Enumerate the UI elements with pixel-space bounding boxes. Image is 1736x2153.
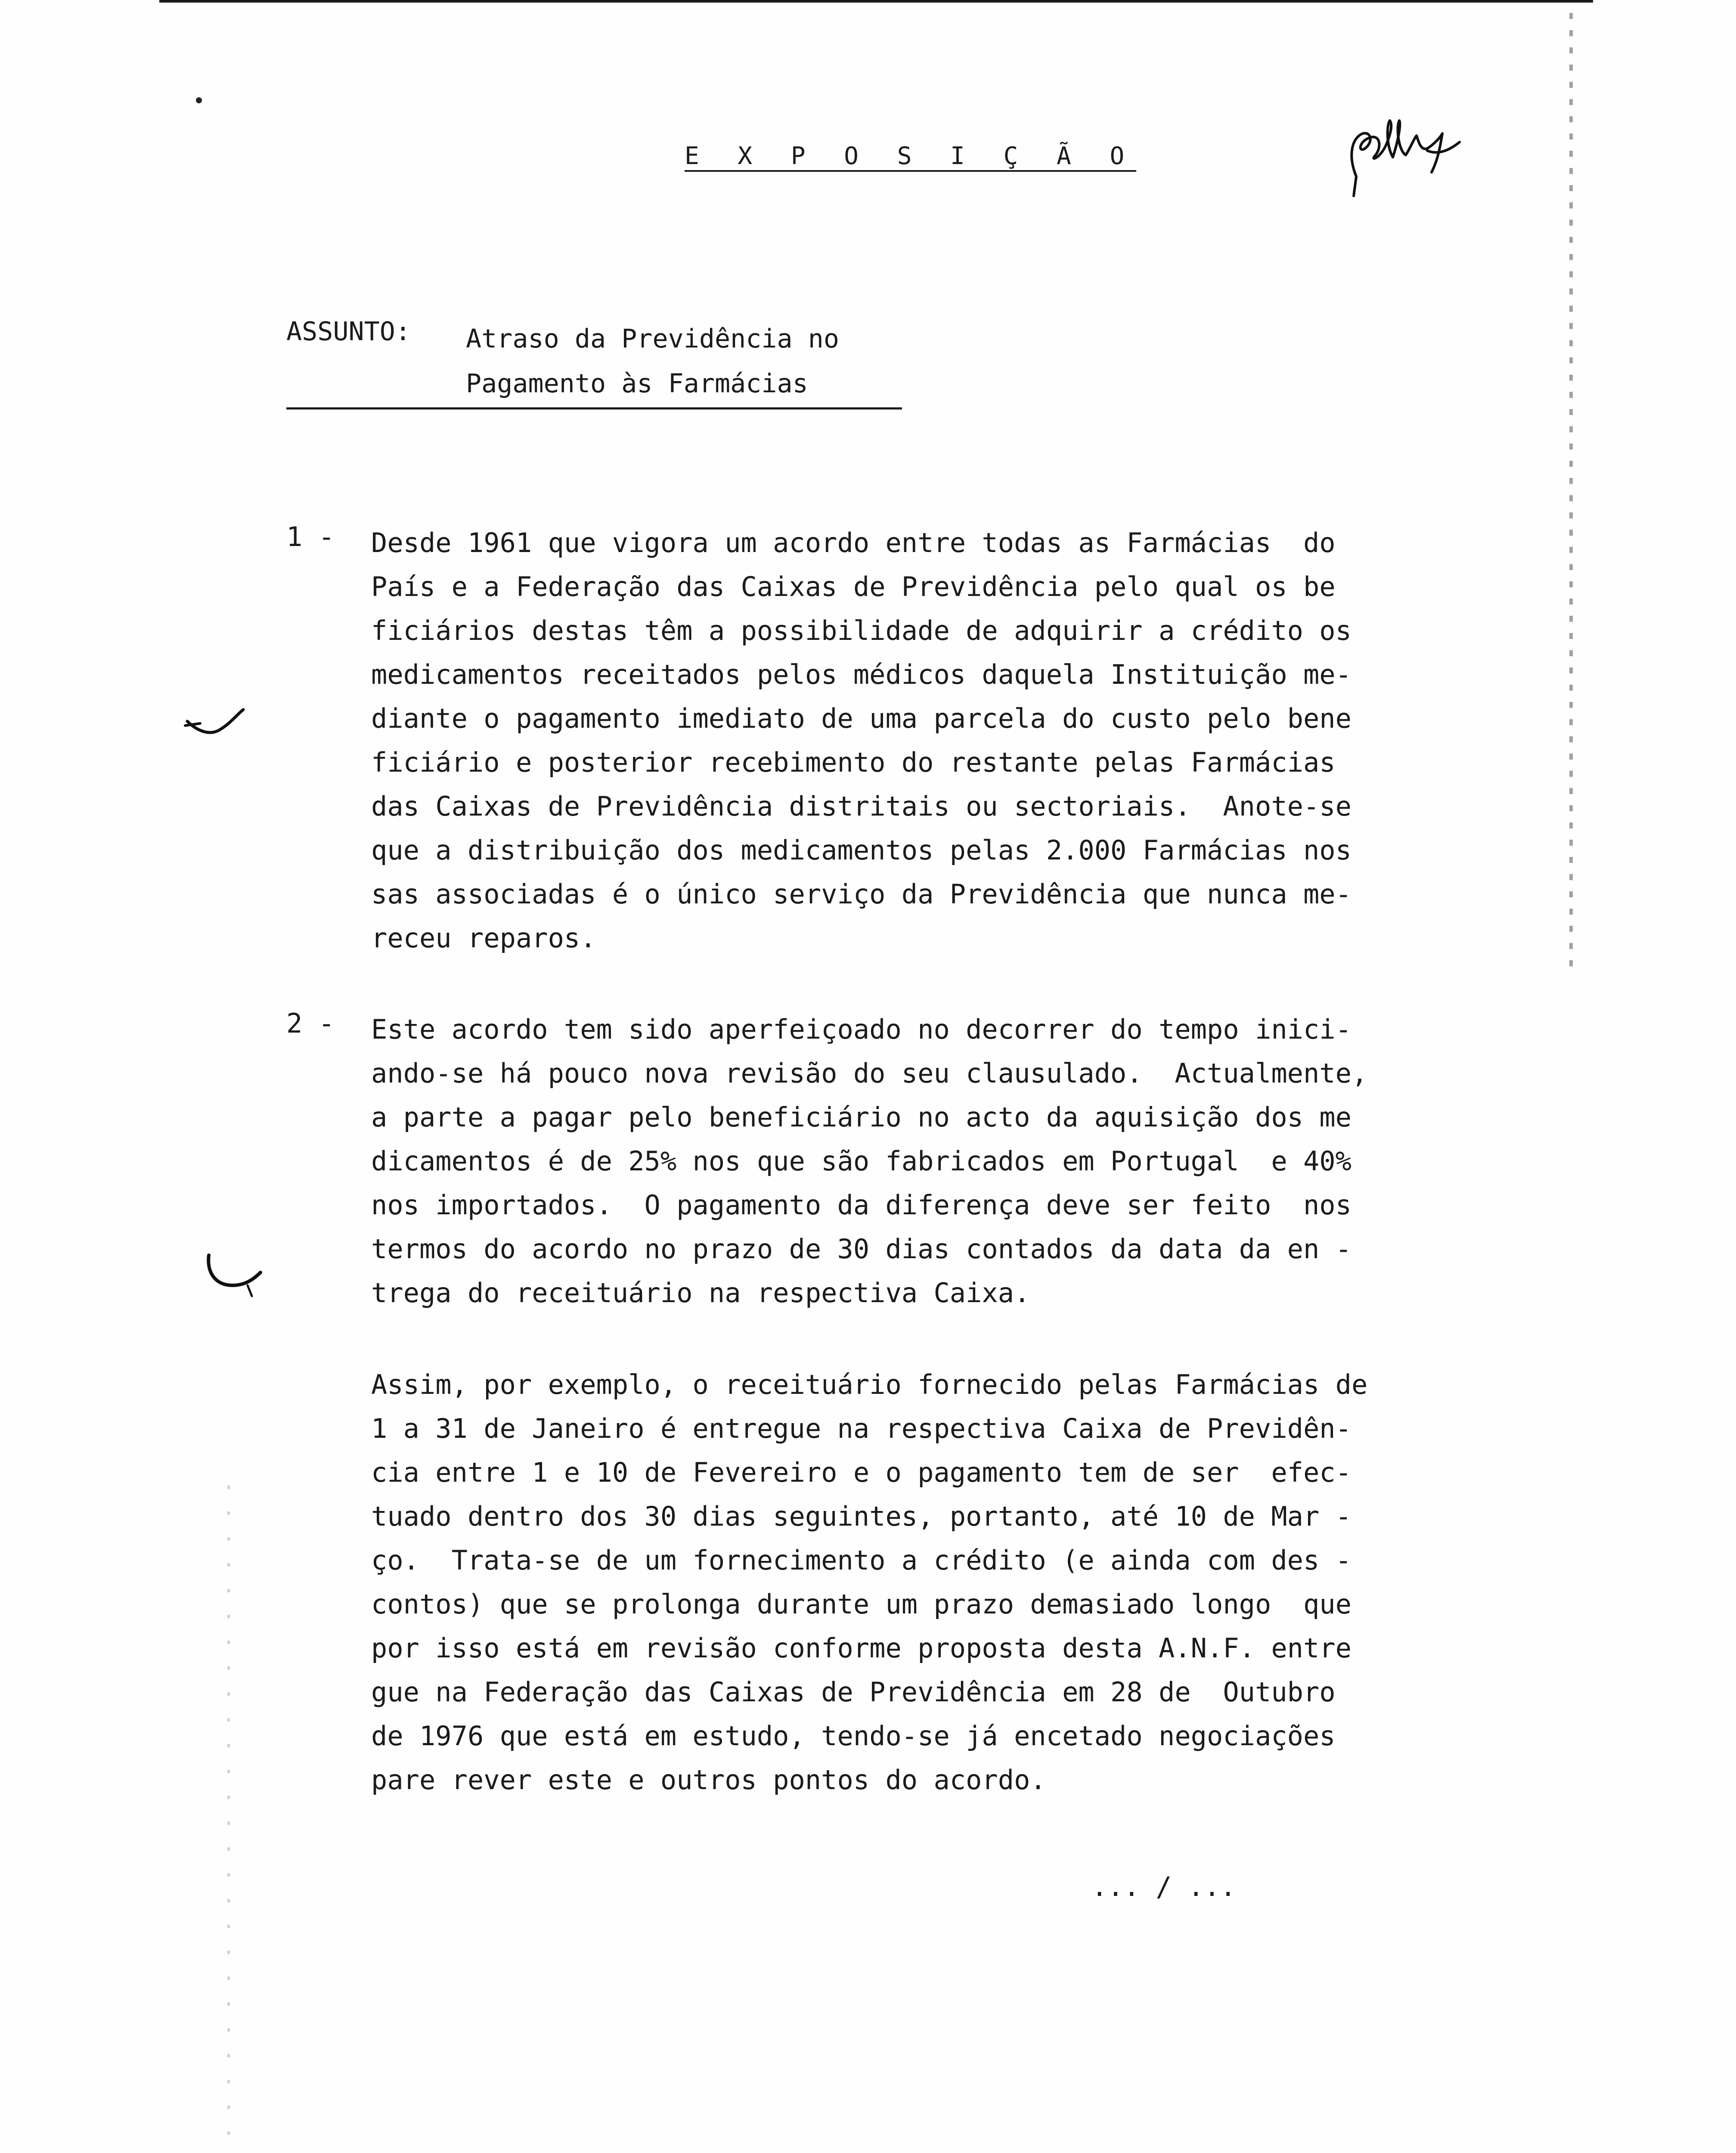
scan-speck	[196, 97, 202, 103]
subject-text	[466, 316, 839, 406]
paragraph-1	[371, 521, 1499, 960]
paragraph-line: Desde 1961 que vigora um acordo entre todas as Farmácias do	[371, 527, 1336, 558]
paragraph-line: ficiário e posterior recebimento do restante pelas Farmácias	[371, 747, 1336, 778]
paragraph-line: nos importados. O pagamento da diferença deve ser feito nos	[371, 1189, 1352, 1221]
margin-check-mark	[183, 706, 248, 749]
paragraph-line: de 1976 que está em estudo, tendo-se já encetado negociações	[371, 1720, 1336, 1752]
paragraph-line: a parte a pagar pelo beneficiário no acto da aquisição dos me	[371, 1101, 1352, 1133]
paragraph-2	[371, 1008, 1499, 1315]
handwritten-initials	[1339, 108, 1468, 202]
paragraph-number: 2 -	[286, 1008, 335, 1039]
paragraph-line: ço. Trata-se de um fornecimento a crédito (e ainda com des -	[371, 1545, 1352, 1576]
paragraph-line: que a distribuição dos medicamentos pelas 2.000 Farmácias nos	[371, 835, 1352, 866]
paragraph-line: medicamentos receitados pelos médicos daquela Instituição me-	[371, 659, 1352, 690]
scan-edge-artifact	[227, 1486, 230, 2153]
subject-underline	[286, 407, 902, 410]
paragraph-line: sas associadas é o único serviço da Previdência que nunca me-	[371, 878, 1352, 910]
paragraph-number: 1 -	[286, 521, 335, 552]
paragraph-line: tuado dentro dos 30 dias seguintes, portanto, até 10 de Mar -	[371, 1501, 1352, 1532]
paragraph-line: gue na Federação das Caixas de Previdência em 28 de Outubro	[371, 1676, 1336, 1708]
paragraph-line: ando-se há pouco nova revisão do seu clausulado. Actualmente,	[371, 1058, 1368, 1089]
subject-line: Atraso da Previdência no	[466, 324, 839, 354]
paragraph-line: termos do acordo no prazo de 30 dias contados da data da en -	[371, 1233, 1352, 1265]
paragraph-line: pare rever este e outros pontos do acordo.	[371, 1764, 1046, 1796]
subject-line: Pagamento às Farmácias	[466, 369, 808, 399]
paragraph-line: 1 a 31 de Janeiro é entregue na respectiva Caixa de Previdên-	[371, 1413, 1352, 1444]
paragraph-line: por isso está em revisão conforme proposta desta A.N.F. entre	[371, 1632, 1352, 1664]
document-title: E X P O S I Ç Ã O	[685, 142, 1137, 170]
paragraph-line: diante o pagamento imediato de uma parcela do custo pelo bene	[371, 703, 1352, 734]
top-edge-rule	[159, 0, 1593, 3]
paragraph-line: ficiários destas têm a possibilidade de adquirir a crédito os	[371, 615, 1352, 646]
paragraph-line: receu reparos.	[371, 922, 596, 954]
paragraph-3	[371, 1363, 1499, 1802]
margin-check-mark	[202, 1249, 267, 1305]
paragraph-line: cia entre 1 e 10 de Fevereiro e o pagamento tem de ser efec-	[371, 1457, 1352, 1488]
paragraph-line: trega do receituário na respectiva Caixa.	[371, 1277, 1030, 1309]
scan-edge-artifact	[1569, 13, 1573, 973]
paragraph-line: contos) que se prolonga durante um prazo demasiado longo que	[371, 1588, 1352, 1620]
subject-label: ASSUNTO:	[286, 316, 411, 347]
paragraph-line: Assim, por exemplo, o receituário fornecido pelas Farmácias de	[371, 1369, 1368, 1400]
paragraph-line: das Caixas de Previdência distritais ou sectoriais. Anote-se	[371, 791, 1352, 822]
continuation-mark: ... / ...	[1091, 1871, 1236, 1902]
paragraph-line: dicamentos é de 25% nos que são fabricados em Portugal e 40%	[371, 1145, 1352, 1177]
paragraph-line: Este acordo tem sido aperfeiçoado no decorrer do tempo inici-	[371, 1014, 1352, 1045]
paragraph-line: País e a Federação das Caixas de Previdência pelo qual os be	[371, 571, 1336, 602]
